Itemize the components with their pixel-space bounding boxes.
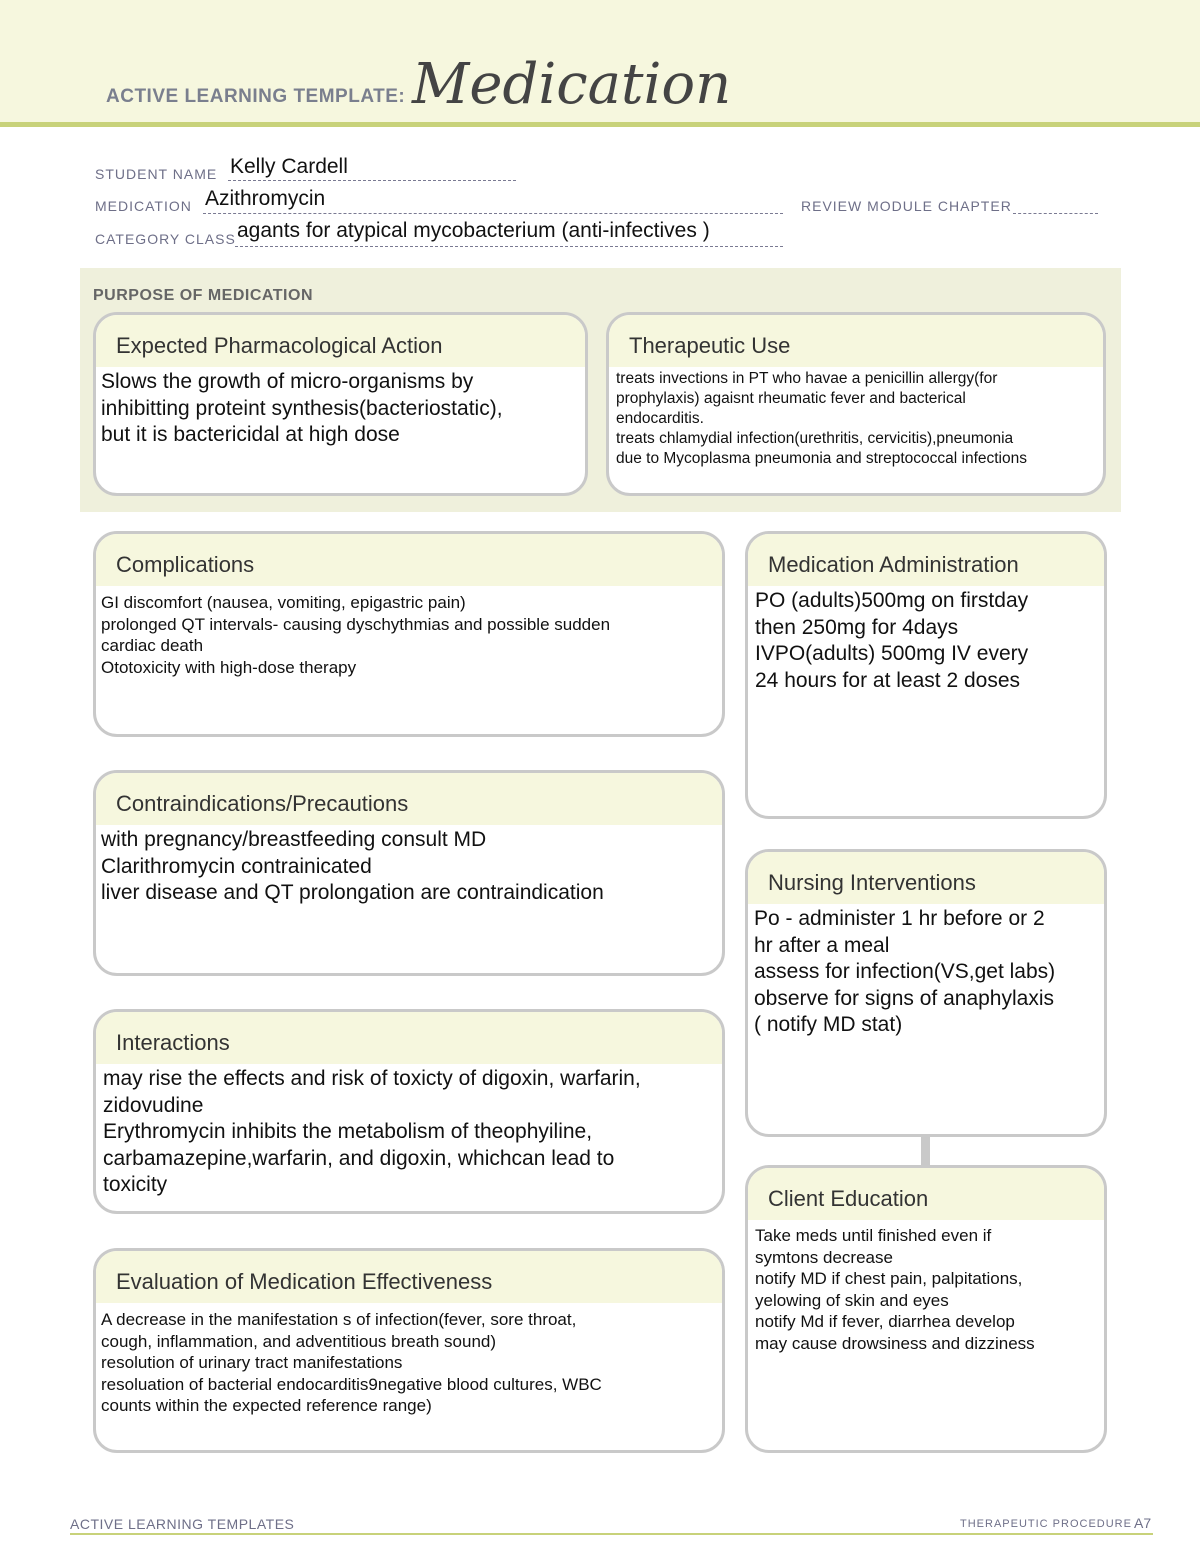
purpose-title: PURPOSE OF MEDICATION (93, 287, 313, 304)
medication-administration-heading: Medication Administration (748, 534, 1104, 586)
footer-page-number: A7 (1134, 1515, 1152, 1531)
template-label: ACTIVE LEARNING TEMPLATE: (106, 86, 406, 107)
nursing-interventions-text[interactable]: Po - administer 1 hr before or 2 hr after a meal assess for infection(VS,get labs) observe for signs of anaphylaxis ( notify MD stat) (754, 907, 1056, 1036)
contraindications-heading: Contraindications/Precautions (96, 773, 722, 825)
footer-divider (70, 1533, 1153, 1535)
therapeutic-use-heading: Therapeutic Use (609, 315, 1103, 367)
expected-action-text[interactable]: Slows the growth of micro-organisms by inhibitting proteint synthesis(bacteriostatic), but it is bactericidal at high dose (101, 370, 503, 446)
expected-action-heading: Expected Pharmacological Action (96, 315, 585, 367)
expected-action-card (93, 312, 588, 496)
footer-left-label: ACTIVE LEARNING TEMPLATES (70, 1516, 295, 1532)
review-module-line[interactable] (1013, 213, 1098, 214)
footer-right-label: THERAPEUTIC PROCEDURE (960, 1518, 1132, 1530)
evaluation-text[interactable]: A decrease in the manifestation s of infection(fever, sore throat, cough, inflammation, and adventitious breath sound) resolution of urinary tract manifestations resoluation of bacterial endocarditis9negative blood cultures, WBC counts within the expected reference range) (101, 1310, 602, 1415)
complications-heading: Complications (96, 534, 722, 586)
complications-card (93, 531, 725, 737)
nursing-interventions-card (745, 849, 1107, 1137)
category-class-label: CATEGORY CLASS (95, 231, 236, 247)
category-class-value[interactable]: agants for atypical mycobacterium (anti-infectives ) (237, 219, 710, 242)
medication-value[interactable]: Azithromycin (205, 187, 326, 210)
contraindications-card (93, 770, 725, 976)
evaluation-card (93, 1248, 725, 1453)
category-class-line (235, 246, 783, 247)
medication-label: MEDICATION (95, 198, 192, 214)
client-education-text[interactable]: Take meds until finished even if symtons decrease notify MD if chest pain, palpitations, yelowing of skin and eyes notify Md if fever, diarrhea develop may cause drowsiness and dizziness (755, 1226, 1035, 1353)
student-name-value[interactable]: Kelly Cardell (230, 155, 348, 178)
interactions-card (93, 1009, 725, 1214)
evaluation-heading: Evaluation of Medication Effectiveness (96, 1251, 722, 1303)
interactions-heading: Interactions (96, 1012, 722, 1064)
contraindications-text[interactable]: with pregnancy/breastfeeding consult MD Clarithromycin contrainicated liver disease and QT prolongation are contraindication (101, 828, 604, 904)
complications-text[interactable]: GI discomfort (nausea, vomiting, epigastric pain) prolonged QT intervals- causing dyschythmias and possible sudden cardiac death Ototoxicity with high-dose therapy (101, 593, 611, 677)
template-title: Medication (412, 52, 732, 117)
client-education-card (745, 1165, 1107, 1453)
header-divider (0, 122, 1200, 127)
student-name-line (228, 180, 516, 181)
medication-administration-card (745, 531, 1107, 819)
therapeutic-use-card (606, 312, 1106, 496)
therapeutic-use-text[interactable]: treats invections in PT who havae a penicillin allergy(for prophylaxis) agaisnt rheumatic fever and bacterical endocarditis. treats chlamydial infection(urethritis, cervicitis),pneumonia due to Mycoplasma pneumonia and streptococcal infections (616, 370, 1027, 467)
medication-administration-text[interactable]: PO (adults)500mg on firstday then 250mg for 4days IVPO(adults) 500mg IV every 24 hours for at least 2 doses (755, 589, 1029, 692)
medication-line (203, 213, 783, 214)
interactions-text[interactable]: may rise the effects and risk of toxicty of digoxin, warfarin, zidovudine Erythromycin inhibits the metabolism of theophyiline, carbamazepine,warfarin, and digoxin, whichcan lead to toxicity (103, 1067, 641, 1196)
student-name-label: STUDENT NAME (95, 166, 218, 182)
card-connector (921, 1135, 930, 1167)
nursing-interventions-heading: Nursing Interventions (748, 852, 1104, 904)
review-module-label: REVIEW MODULE CHAPTER (801, 198, 1012, 214)
client-education-heading: Client Education (748, 1168, 1104, 1220)
